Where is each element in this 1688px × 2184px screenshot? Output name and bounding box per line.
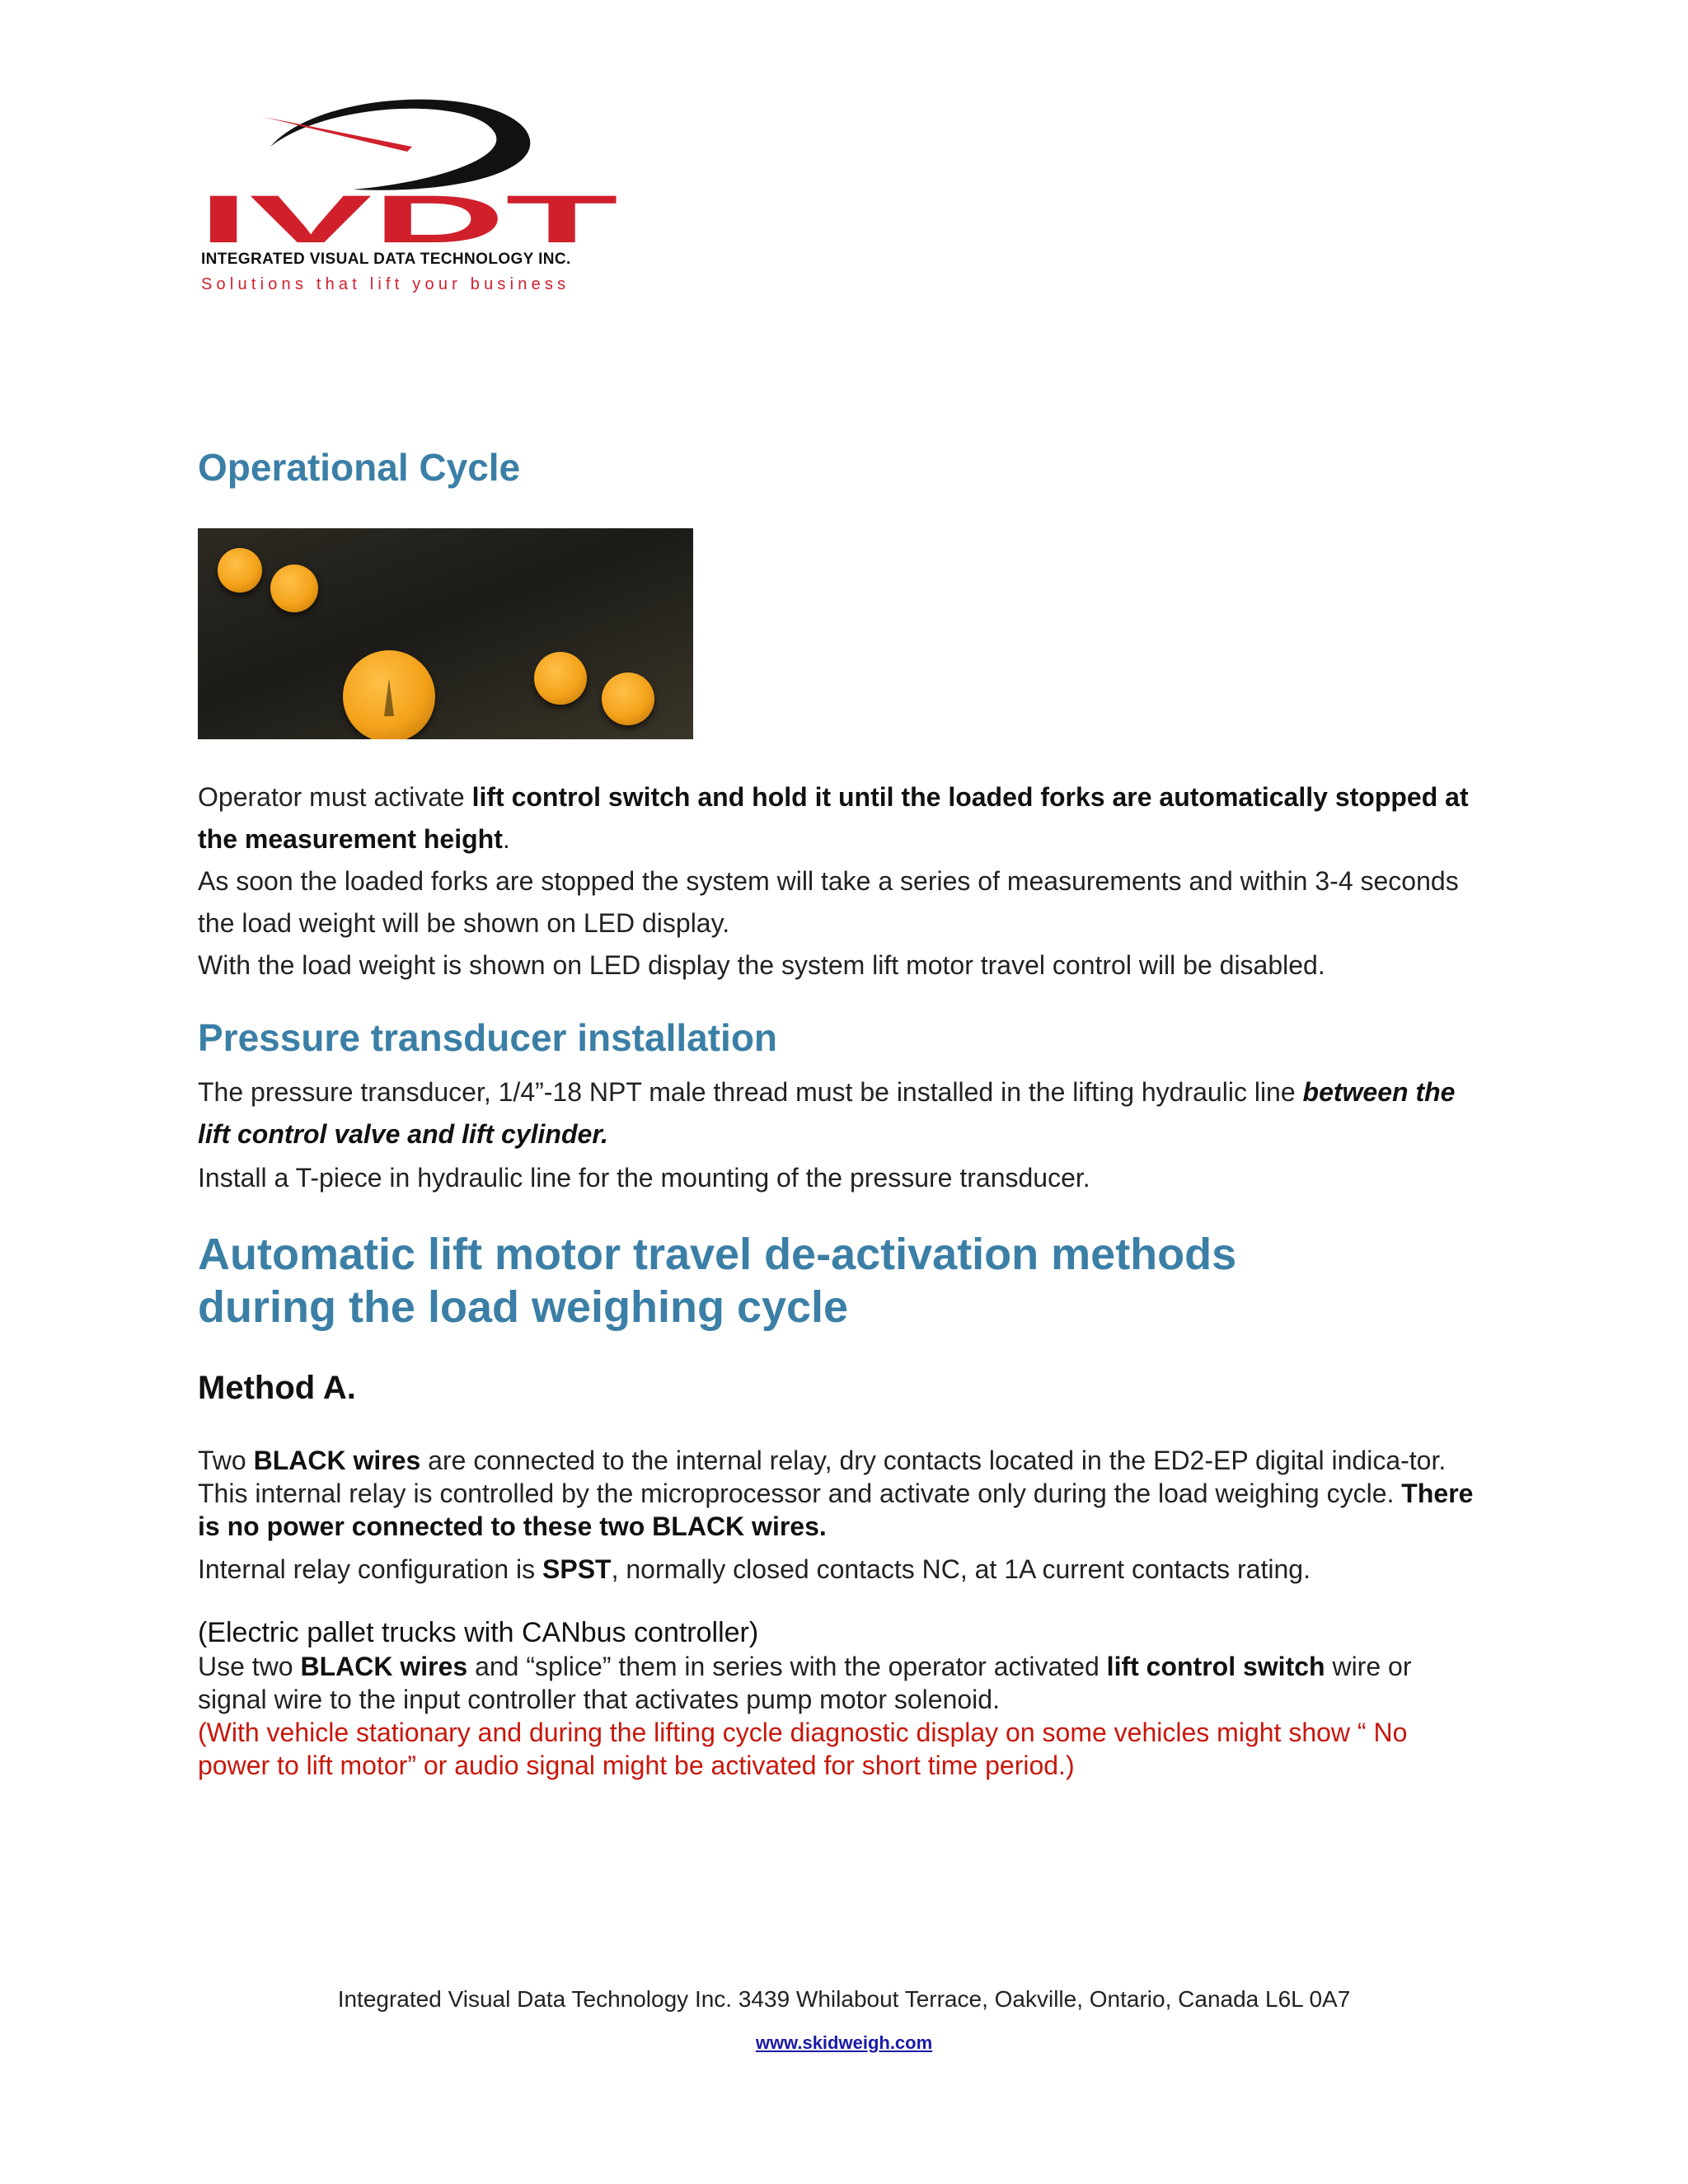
pressure-paragraph-1: The pressure transducer, 1/4”-18 NPT male thread must be installed in the lifting hydraulic line between the lift control valve and lift cylinder. [198, 1077, 1456, 1149]
horn-button-icon [343, 650, 435, 739]
heading-line-2: during the load weighing cycle [198, 1282, 849, 1332]
section-heading-operational-cycle: Operational Cycle [198, 446, 521, 489]
heading-line-1: Automatic lift motor travel de-activation methods [198, 1230, 1237, 1279]
lower-button-icon [602, 673, 654, 725]
section-heading-automatic-deactivation [198, 1228, 1484, 1333]
method-a-paragraph-1: Two BLACK wires are connected to the internal relay, dry contacts located in the ED2-EP digital indica-tor. This internal relay is controlled by the microprocessor and activate only during the load weighing cycle. There is no power connected to these two BLACK wires. [198, 1446, 1474, 1541]
section-heading-pressure-transducer: Pressure transducer installation [198, 1016, 778, 1059]
method-a-paragraph-3: Use two BLACK wires and “splice” them in series with the operator activated lift control switch wire or signal wire to the input controller that activates pump motor solenoid. [198, 1652, 1412, 1714]
lower-button-icon [534, 652, 587, 705]
logo-swoosh-icon [196, 97, 625, 246]
method-a-heading: Method A. [198, 1370, 356, 1406]
method-a-subheading: (Electric pallet trucks with CANbus controller) [198, 1617, 759, 1648]
footer-address: Integrated Visual Data Technology Inc. 3439 Whilabout Terrace, Oakville, Ontario, Canada L6L 0A7 [337, 1986, 1351, 2012]
operational-paragraph-1: Operator must activate lift control switch and hold it until the loaded forks are automatically stopped at the measurement height. [198, 782, 1469, 854]
logo-tagline: Solutions that lift your business [201, 275, 570, 293]
lift-button-icon [218, 548, 262, 593]
pressure-paragraph-2: Install a T-piece in hydraulic line for the mounting of the pressure transducer. [198, 1163, 1090, 1193]
logo-wordmark: IVDT [198, 182, 618, 246]
operational-paragraph-2: As soon the loaded forks are stopped the system will take a series of measurements and within 3-4 seconds the load weight will be shown on LED display. [198, 866, 1459, 938]
operational-paragraph-3: With the load weight is shown on LED display the system lift motor travel control will be disabled. [198, 950, 1325, 980]
method-a-paragraph-2: Internal relay configuration is SPST, normally closed contacts NC, at 1A current contacts rating. [198, 1554, 1311, 1584]
method-a-warning: (With vehicle stationary and during the lifting cycle diagnostic display on some vehicles might show “ No power to lift motor” or audio signal might be activated for short time period.) [198, 1718, 1408, 1780]
lift-control-buttons-photo [198, 528, 693, 739]
logo-company-name: INTEGRATED VISUAL DATA TECHNOLOGY INC. [201, 251, 571, 268]
lift-button-icon [270, 565, 318, 612]
company-logo [196, 97, 625, 305]
footer-website-link[interactable]: www.skidweigh.com [755, 2032, 933, 2053]
